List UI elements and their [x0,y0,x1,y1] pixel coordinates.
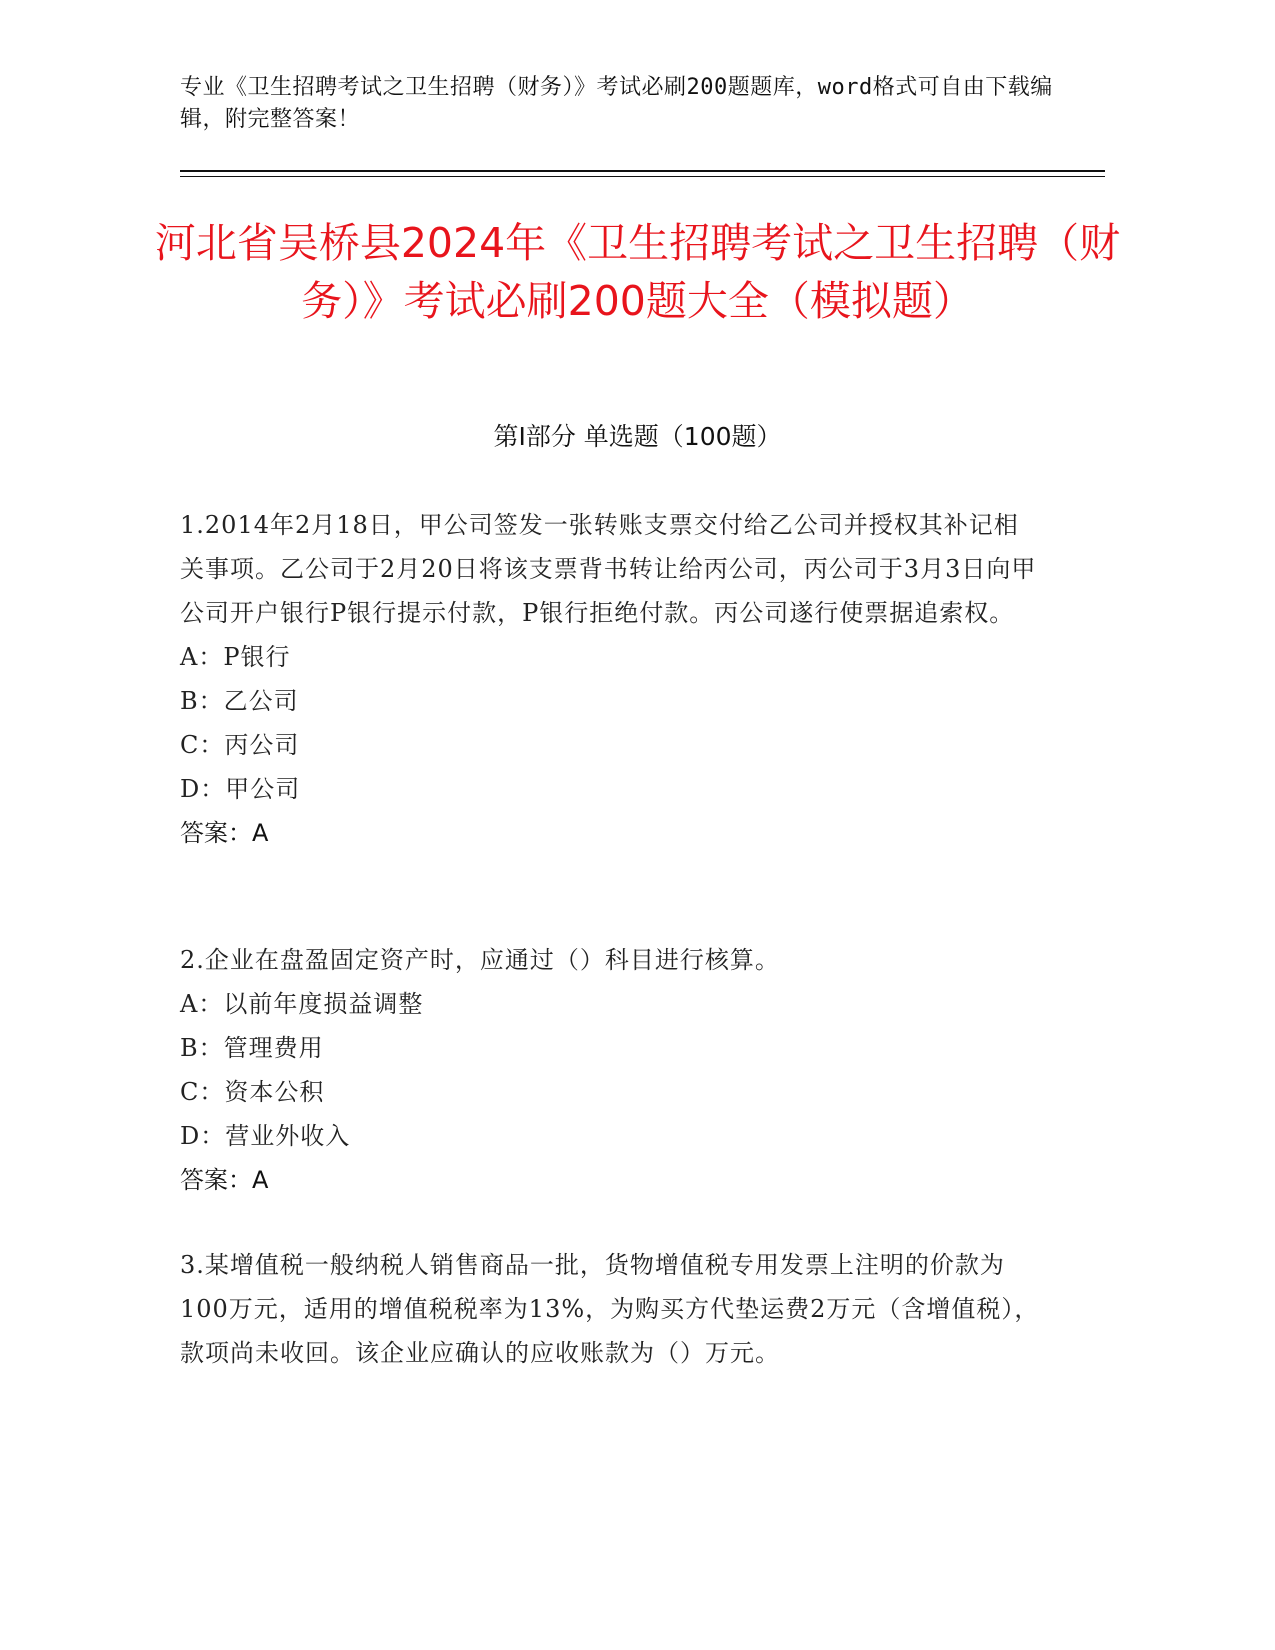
option-d: D：甲公司 [180,775,301,803]
option-b: B：乙公司 [180,687,299,715]
question-stem: 2.企业在盘盈固定资产时，应通过（）科目进行核算。 [180,946,780,974]
option-a: A：P银行 [180,643,291,671]
header-rule-thick [180,170,1105,172]
option-a: A：以前年度损益调整 [180,990,424,1018]
question-1 [180,503,1040,855]
question-stem: 3.某增值税一般纳税人销售商品一批，货物增值税专用发票上注明的价款为100万元，适用的增值税税率为13%，为购买方代垫运费2万元（含增值税），款项尚未收回。该企业应确认的应收账款为（）万元。 [180,1251,1040,1367]
question-stem: 1.2014年2月18日，甲公司签发一张转账支票交付给乙公司并授权其补记相关事项。乙公司于2月20日将该支票背书转让给丙公司，丙公司于3月3日向甲公司开户银行P银行提示付款，P银行拒绝付款。丙公司遂行使票据追索权。 [180,511,1037,627]
option-b: B：管理费用 [180,1034,324,1062]
answer: 答案：A [180,1166,269,1194]
answer: 答案：A [180,819,269,847]
header-rule-thin [180,176,1105,177]
question-2 [180,938,1040,1202]
section-heading: 第Ⅰ部分 单选题（100题） [493,422,782,451]
header-note: 专业《卫生招聘考试之卫生招聘（财务）》考试必刷200题题库，word格式可自由下载编辑，附完整答案！ [180,75,1053,132]
question-3 [180,1243,1040,1375]
option-c: C：丙公司 [180,731,300,759]
document-title: 河北省吴桥县2024年《卫生招聘考试之卫生招聘（财务）》考试必刷200题大全（模拟题） [154,219,1121,325]
option-c: C：资本公积 [180,1078,325,1106]
option-d: D：营业外收入 [180,1122,351,1150]
